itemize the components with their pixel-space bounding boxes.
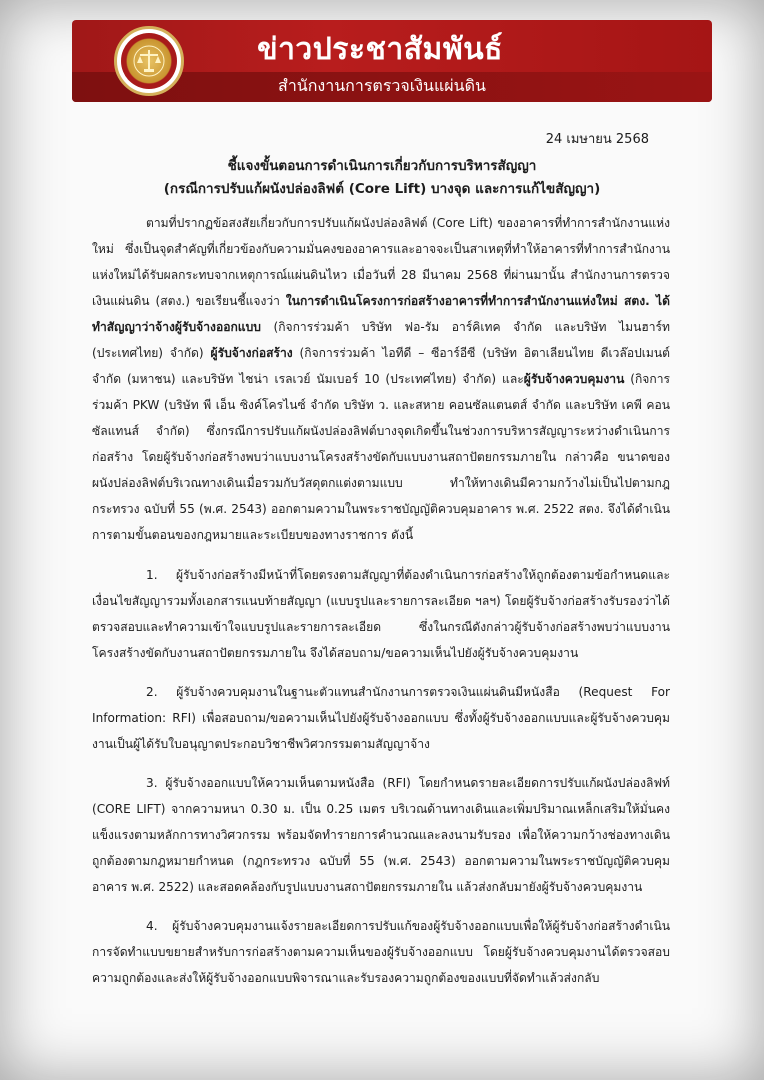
- document-body: [92, 210, 670, 1004]
- document-title: ชี้แจงขั้นตอนการดำเนินการเกี่ยวกับการบริหารสัญญา: [227, 158, 537, 174]
- header-subtitle: สำนักงานการตรวจเงินแผ่นดิน: [278, 76, 486, 95]
- list-item: 2. ผู้รับจ้างควบคุมงานในฐานะตัวแทนสำนักงานการตรวจเงินแผ่นดินมีหนังสือ (Request For Information: RFI) เพื่อสอบถาม/ขอความเห็นไปยังผู้รับจ้างออกแบบ ซึ่งทั้งผู้รับจ้างออกแบบและผู้รับจ้างควบคุมงานเป็นผู้ได้รับใบอนุญาตประกอบวิชาชีพวิศวกรรมตามสัญญาจ้าง: [92, 685, 670, 751]
- document-subtitle: (กรณีการปรับแก้ผนังปล่องลิฟต์ (Core Lift) บางจุด และการแก้ไขสัญญา): [163, 181, 601, 197]
- intro-text-1: ตามที่ปรากฏข้อสงสัยเกี่ยวกับการปรับแก้ผนังปล่องลิฟต์ (Core Lift) ของอาคารที่ทำการสำนักงานแห่งใหม่ ซึ่งเป็นจุดสำคัญที่เกี่ยวข้องกับความมั่นคงของอาคารและอาจจะเป็นสาเหตุที่ทำให้อาคารที่ทำการสำนักงานแห่งใหม่ได้รับผลกระทบจากเหตุการณ์แผ่นดินไหว เมื่อวันที่ 28 มีนาคม 2568 ที่ผ่านมานั้น สำนักงานการตรวจเงินแผ่นดิน (สตง.) ขอเรียนชี้แจงว่า: [92, 216, 670, 308]
- list-item: 4. ผู้รับจ้างควบคุมงานแจ้งรายละเอียดการปรับแก้ของผู้รับจ้างออกแบบเพื่อให้ผู้รับจ้างก่อสร้างดำเนินการจัดทำแบบขยายสำหรับการก่อสร้างตามความเห็นของผู้รับจ้างออกแบบ โดยผู้รับจ้างควบคุมงานได้ตรวจสอบความถูกต้องและส่งให้ผู้รับจ้างออกแบบพิจารณาและรับรองความถูกต้องของแบบที่จัดทำแล้วส่งกลับ: [92, 919, 670, 985]
- intro-bold-3: ผู้รับจ้างควบคุมงาน: [523, 372, 625, 386]
- intro-bold-1: ในการดำเนินโครงการก่อสร้างอาคารที่ทำการสำนักงานแห่งใหม่ สตง. ได้ทำสัญญาว่าจ้างผู้รับจ้างออกแบบ: [92, 294, 670, 334]
- intro-paragraph: [92, 210, 670, 548]
- document-date: 24 เมษายน 2568: [545, 132, 649, 147]
- sao-emblem-icon: [114, 26, 184, 96]
- list-item: 3. ผู้รับจ้างออกแบบให้ความเห็นตามหนังสือ (RFI) โดยกำหนดรายละเอียดการปรับแก้ผนังปล่องลิฟท์ (CORE LIFT) จากความหนา 0.30 ม. เป็น 0.25 เมตร บริเวณด้านทางเดินและเพิ่มปริมาณเหล็กเสริมให้มั่นคงแข็งแรงตามหลักการทางวิศวกรรม พร้อมจัดทำรายการคำนวณและลงนามรับรอง เพื่อให้ความกว้างช่องทางเดินถูกต้องตามกฎหมายกำหนด (กฎกระทรวง ฉบับที่ 55 (พ.ศ. 2543) ออกตามความในพระราชบัญญัติควบคุมอาคาร พ.ศ. 2522) และสอดคล้องกับรูปแบบงานสถาปัตยกรรมภายใน แล้วส่งกลับมายังผู้รับจ้างควบคุมงาน: [92, 776, 670, 894]
- intro-text-3: (กิจการร่วมค้า ไอทีดี – ซีอาร์อีซี (บริษัท อิตาเลียนไทย ดีเวล๊อปเมนต์ จำกัด (มหาชน) และบริษัท ไชน่า เรลเวย์ นัมเบอร์ 10 (ประเทศไทย) จำกัด) และ: [92, 346, 670, 386]
- intro-text-4: (กิจการร่วมค้า PKW (บริษัท พี เอ็น ซิงค์โครไนซ์ จำกัด บริษัท ว. และสหาย คอนซัลแตนตส์ จำกัด และบริษัท เคพี คอนซัลแทนส์ จำกัด) ซึ่งกรณีการปรับแก้ผนังปล่องลิฟต์บางจุดเกิดขึ้นในช่วงการบริหารสัญญาระหว่างดำเนินการก่อสร้าง โดยผู้รับจ้างก่อสร้างพบว่าแบบงานโครงสร้างขัดกับแบบงานสถาปัตยกรรมภายใน กล่าวคือ ขนาดของผนังปล่องลิฟต์บริเวณทางเดินเมื่อรวมกับวัสดุตกแต่งตามแบบ ทำให้ทางเดินมีความกว้างไม่เป็นไปตามกฎกระทรวง ฉบับที่ 55 (พ.ศ. 2543) ออกตามความในพระราชบัญญัติควบคุมอาคาร พ.ศ. 2522 สตง. จึงได้ดำเนินการตามขั้นตอนของกฎหมายและระเบียบของทางราชการ ดังนี้: [92, 372, 670, 542]
- header-title: ข่าวประชาสัมพันธ์: [257, 32, 503, 67]
- list-item: 1. ผู้รับจ้างก่อสร้างมีหน้าที่โดยตรงตามสัญญาที่ต้องดำเนินการก่อสร้างให้ถูกต้องตามข้อกำหนดและเงื่อนไขสัญญารวมทั้งเอกสารแนบท้ายสัญญา (แบบรูปและรายการละเอียด ฯลฯ) โดยผู้รับจ้างก่อสร้างรับรองว่าได้ตรวจสอบและทำความเข้าใจแบบรูปและรายการละเอียด ซึ่งในกรณีดังกล่าวผู้รับจ้างก่อสร้างพบว่าแบบงานโครงสร้างขัดกับงานสถาปัตยกรรมภายใน จึงได้สอบถาม/ขอความเห็นไปยังผู้รับจ้างควบคุมงาน: [92, 568, 670, 660]
- intro-text-2: (กิจการร่วมค้า บริษัท ฟอ-รัม อาร์คิเทค จำกัด และบริษัท ไมนฮาร์ท (ประเทศไทย) จำกัด): [92, 320, 670, 360]
- intro-bold-2: ผู้รับจ้างก่อสร้าง: [210, 346, 293, 360]
